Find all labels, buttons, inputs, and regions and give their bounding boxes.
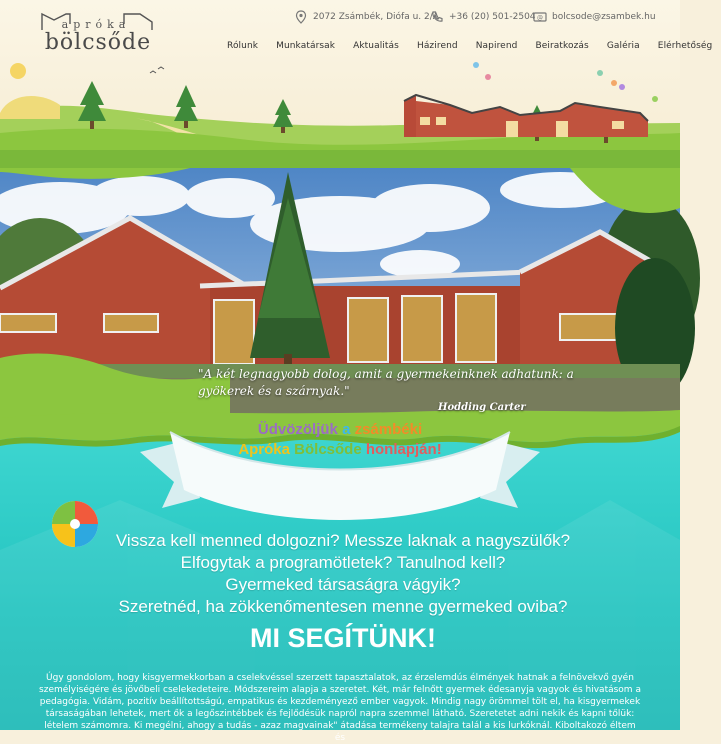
welcome-word-3: zsámbéki (354, 421, 423, 438)
welcome-word-4: Apróka (238, 441, 290, 458)
site-header (0, 0, 713, 168)
question-1: Vissza kell menned dolgozni? Messze laknak a nagyszülők? (115, 531, 571, 550)
contact-email[interactable] (533, 10, 656, 24)
hero-quote-author: Hodding Carter (438, 402, 526, 413)
phone-icon (430, 10, 444, 24)
email-icon (533, 10, 547, 24)
nav-item-beiratkozas[interactable]: Beiratkozás (535, 41, 589, 51)
welcome-word-1: Üdvözöljük (257, 421, 338, 438)
nav-item-elerhetoseg[interactable]: Elérhetőség (657, 41, 713, 51)
nav-item-rolunk[interactable]: Rólunk (227, 41, 259, 51)
nav-item-munkatarsak[interactable]: Munkatársak (276, 41, 336, 51)
questions-block (88, 530, 598, 655)
nav-item-napirend[interactable]: Napirend (475, 41, 518, 51)
logo-small-text: apróka (61, 18, 131, 31)
logo-main-text: bölcsőde (44, 30, 152, 55)
main-nav (218, 41, 721, 51)
question-2: Elfogytak a programötletek? Tanulnod kell? (180, 553, 506, 572)
email-text: bolcsode@zsambek.hu (552, 12, 656, 22)
hero-quote: "A két legnagyobb dolog, amit a gyermekeinknek adhatunk: a gyökerek és a szárnyak." (198, 367, 574, 398)
we-help-heading: MI SEGÍTÜNK! (250, 623, 436, 653)
welcome-heading (160, 420, 520, 460)
nav-item-hazirend[interactable]: Házirend (416, 41, 458, 51)
nav-item-galeria[interactable]: Galéria (606, 41, 640, 51)
welcome-word-2: a (342, 421, 351, 438)
svg-text:@: @ (537, 14, 543, 22)
welcome-word-5: Bölcsőde (294, 441, 362, 458)
header-landscape-illustration (0, 55, 680, 168)
question-3: Gyermeked társaságra vágyik? (225, 575, 461, 594)
contact-phone[interactable] (430, 10, 536, 24)
phone-text: +36 (20) 501-2504 (449, 12, 536, 22)
nav-item-aktualitas[interactable]: Aktualitás (353, 41, 399, 51)
question-4: Szeretnéd, ha zökkenőmentesen menne gyermeked oviba? (118, 597, 568, 616)
welcome-word-6: honlapján! (365, 441, 442, 458)
contact-address (294, 10, 439, 24)
map-pin-icon (294, 10, 308, 24)
address-text: 2072 Zsámbék, Diófa u. 2/A (313, 12, 439, 22)
intro-paragraph: Úgy gondolom, hogy kisgyermekkorban a cselekvéssel szerzett tapasztalatok, az érzelemdús élmények hatnak a felnövekvő gyén személyiségére és jövőbeli cselekedeteire. Módszereim alapja a szeretet. Két, már felnőtt gyermek édesanyja vagyok és hivatásom a pedagógia. Vidám, pozitív beállítottságú, empatikus és kezdeményező ember vagyok. Mindig nagy örömmel tölt el, ha kisgyermekek társaságában lehetek, mert ők a legőszintébbek és fejlődésük napról napra szemmel látható. Szeretetet adni nekik és kapni tőlük: lételem számomra. Ki megélni, ahogy a tudás - azaz magvainak" átadása termékeny talajra talál a kis lurkóknál. Kiboltakozó éltem és (39, 673, 641, 743)
